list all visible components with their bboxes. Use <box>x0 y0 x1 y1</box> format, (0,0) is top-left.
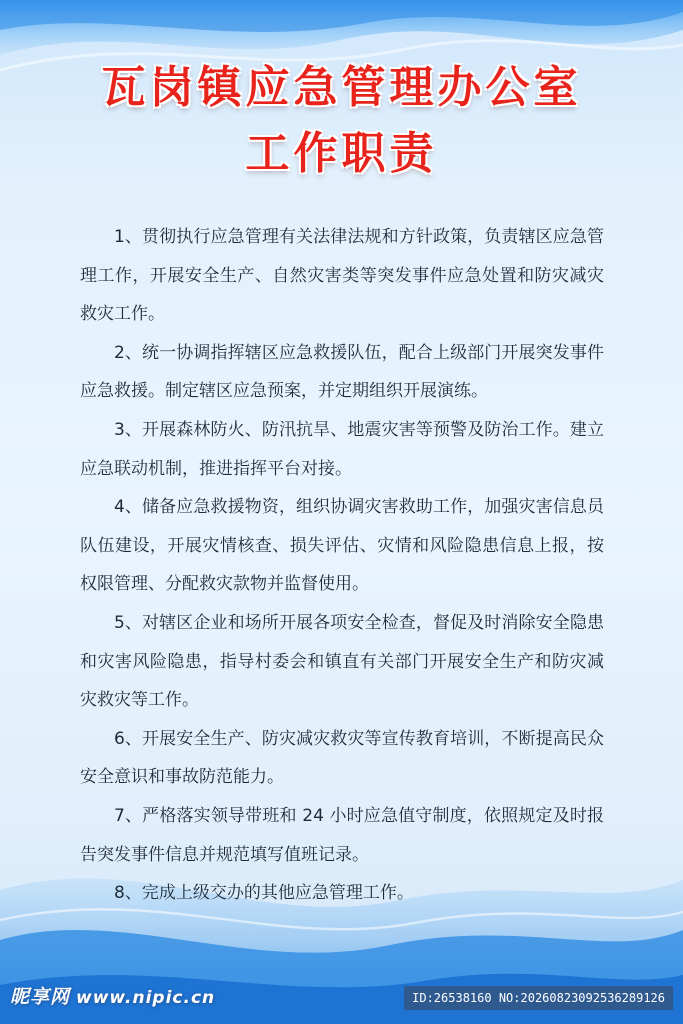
duty-item-3: 3、开展森林防火、防汛抗旱、地震灾害等预警及防治工作。建立应急联动机制，推进指挥平台对接。 <box>80 419 604 479</box>
duty-item-7: 7、严格落实领导带班和 24 小时应急值守制度，依照规定及时报告突发事件信息并规范填写值班记录。 <box>80 805 604 865</box>
watermark-brand: 昵享网 <box>10 986 71 1008</box>
watermark-id-bar: ID:26538160 NO:20260823092536289126 <box>404 986 673 1010</box>
watermark-logo <box>10 982 215 1009</box>
page-subtitle: 工作职责 <box>245 128 438 179</box>
duties-list <box>80 218 604 913</box>
duty-item-2: 2、统一协调指挥辖区应急救援队伍，配合上级部门开展突发事件应急救援。制定辖区应急预案，并定期组织开展演练。 <box>80 342 604 402</box>
duty-item-4: 4、储备应急救援物资，组织协调灾害救助工作，加强灾害信息员队伍建设，开展灾情核查、损失评估、灾情和风险隐患信息上报，按权限管理、分配救灾款物并监督使用。 <box>80 497 604 595</box>
duty-item-8: 8、完成上级交办的其他应急管理工作。 <box>114 883 414 904</box>
duty-item-5: 5、对辖区企业和场所开展各项安全检查，督促及时消除安全隐患和灾害风险隐患，指导村委会和镇直有关部门开展安全生产和防灾减灾救灾等工作。 <box>80 612 604 711</box>
watermark-url: www.nipic.cn <box>76 988 216 1008</box>
duty-item-6: 6、开展安全生产、防灾减灾救灾等宣传教育培训，不断提高民众安全意识和事故防范能力。 <box>80 728 604 788</box>
page-title: 瓦岗镇应急管理办公室 <box>101 62 582 113</box>
duty-item-1: 1、贯彻执行应急管理有关法律法规和方针政策，负责辖区应急管理工作，开展安全生产、自然灾害类等突发事件应急处置和防灾减灾救灾工作。 <box>80 227 604 325</box>
